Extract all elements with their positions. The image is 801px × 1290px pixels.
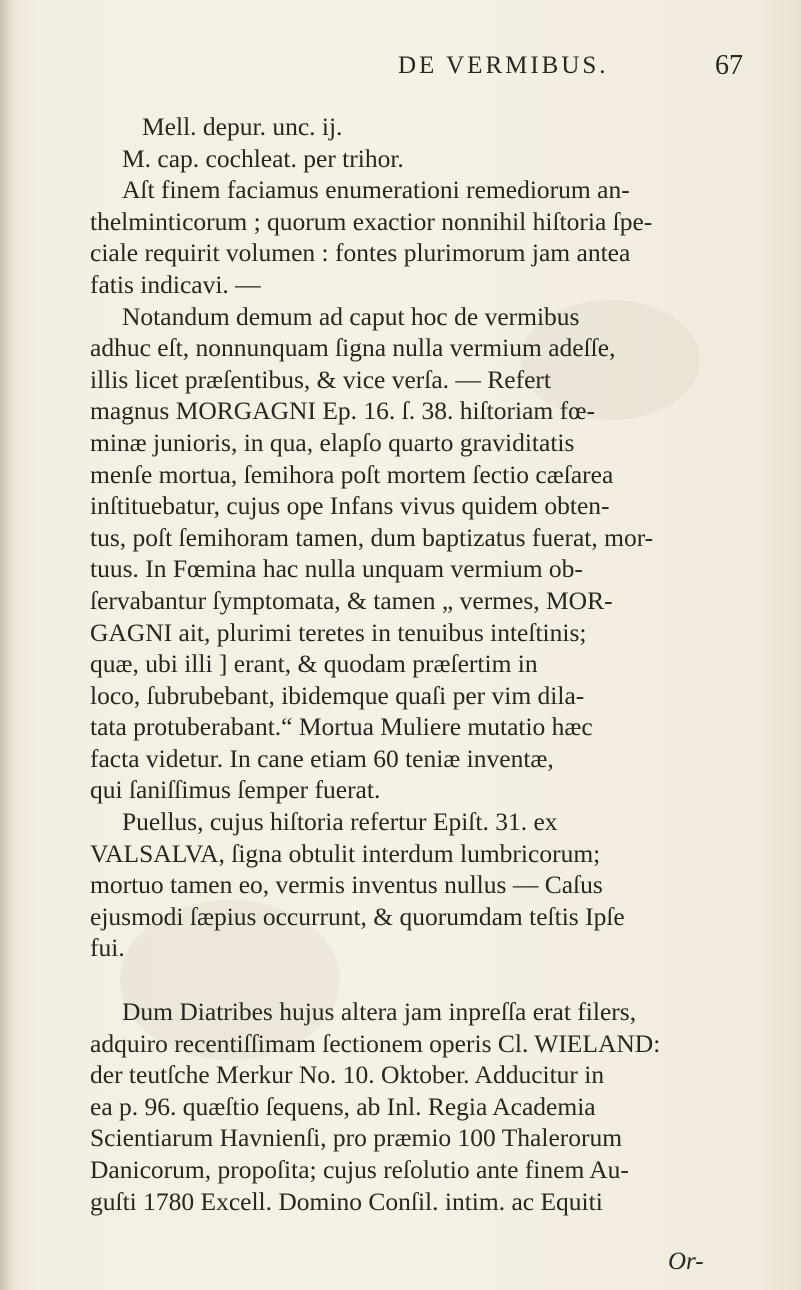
text-line: tuus. In Fœmina hac nulla unquam vermium ob- [90, 554, 583, 584]
text-line: Aſt finem faciamus enumerationi remediorum an- [122, 175, 630, 205]
text-line: Notandum demum ad caput hoc de vermibus [122, 301, 580, 331]
text-line: loco, ſubrubebant, ibidemque quaſi per vim dila- [90, 680, 585, 710]
text-line: quæ, ubi illi ] erant, & quodam præſertim in [90, 649, 538, 679]
text-line: ea p. 96. quæſtio ſequens, ab Inl. Regia Academia [90, 1091, 596, 1121]
text-line: fui. [90, 933, 125, 963]
page-number: 67 [715, 50, 743, 81]
text-line: minæ junioris, in qua, elapſo quarto graviditatis [90, 427, 575, 457]
text-line: magnus MORGAGNI Ep. 16. ſ. 38. hiſtoriam fœ- [90, 396, 595, 426]
text-line: mortuo tamen eo, vermis inventus nullus — Caſus [90, 870, 603, 900]
text-line: illis licet præſentibus, & vice verſa. — Refert [90, 364, 552, 394]
text-line: thelminticorum ; quorum exactior nonnihil hiſtoria ſpe- [90, 206, 653, 236]
text-line: ſervabantur ſymptomata, & tamen „ vermes, MOR- [90, 585, 613, 615]
text-line: Dum Diatribes hujus altera jam inpreſſa erat filers, [122, 997, 637, 1027]
text-line: ciale requirit volumen : fontes plurimorum jam antea [90, 238, 631, 268]
text-line: adquiro recentiſſimam ſectionem operis Cl. WIELAND: [90, 1028, 661, 1058]
paragraph-gap [90, 964, 740, 996]
text-line: Puellus, cujus hiſtoria refertur Epiſt. 31. ex [122, 807, 558, 837]
text-line: guſti 1780 Excell. Domino Conſil. intim. ac Equiti [90, 1186, 603, 1216]
running-title: DE VERMIBUS. [398, 52, 609, 79]
catchword: Or- [668, 1248, 704, 1275]
text-line: menſe mortua, ſemihora poſt mortem ſectio cæſarea [90, 459, 614, 489]
text-line: tus, poſt ſemihoram tamen, dum baptizatus fuerat, mor- [90, 522, 654, 552]
text-line: facta videtur. In cane etiam 60 teniæ inventæ, [90, 743, 554, 773]
text-line: Danicorum, propoſita; cujus reſolutio ante finem Au- [90, 1155, 629, 1184]
spine-shadow [0, 0, 14, 1290]
body-text [90, 111, 740, 1217]
text-line: Scientiarum Havnienſi, pro præmio 100 Thalerorum [90, 1123, 623, 1153]
text-line: GAGNI ait, plurimi teretes in tenuibus inteſtinis; [90, 617, 587, 647]
text-line: M. cap. cochleat. per trihor. [122, 143, 404, 173]
text-line: der teutſche Merkur No. 10. Oktober. Adducitur in [90, 1060, 605, 1090]
text-line: fatis indicavi. — [90, 269, 261, 299]
text-line: inſtituebatur, cujus ope Infans vivus quidem obten- [90, 491, 610, 521]
text-line: qui ſaniſſimus ſemper fuerat. [90, 775, 381, 805]
text-line: tata protuberabant.“ Mortua Muliere mutatio hæc [90, 712, 593, 742]
text-line: Mell. depur. unc. ij. [142, 112, 343, 141]
text-line: VALSALVA, ſigna obtulit interdum lumbricorum; [90, 838, 601, 868]
text-line: adhuc eſt, nonnunquam ſigna nulla vermium adeſſe, [90, 333, 616, 363]
running-head [0, 52, 801, 92]
text-line: ejusmodi ſæpius occurrunt, & quorumdam teſtis Ipſe [90, 901, 625, 931]
